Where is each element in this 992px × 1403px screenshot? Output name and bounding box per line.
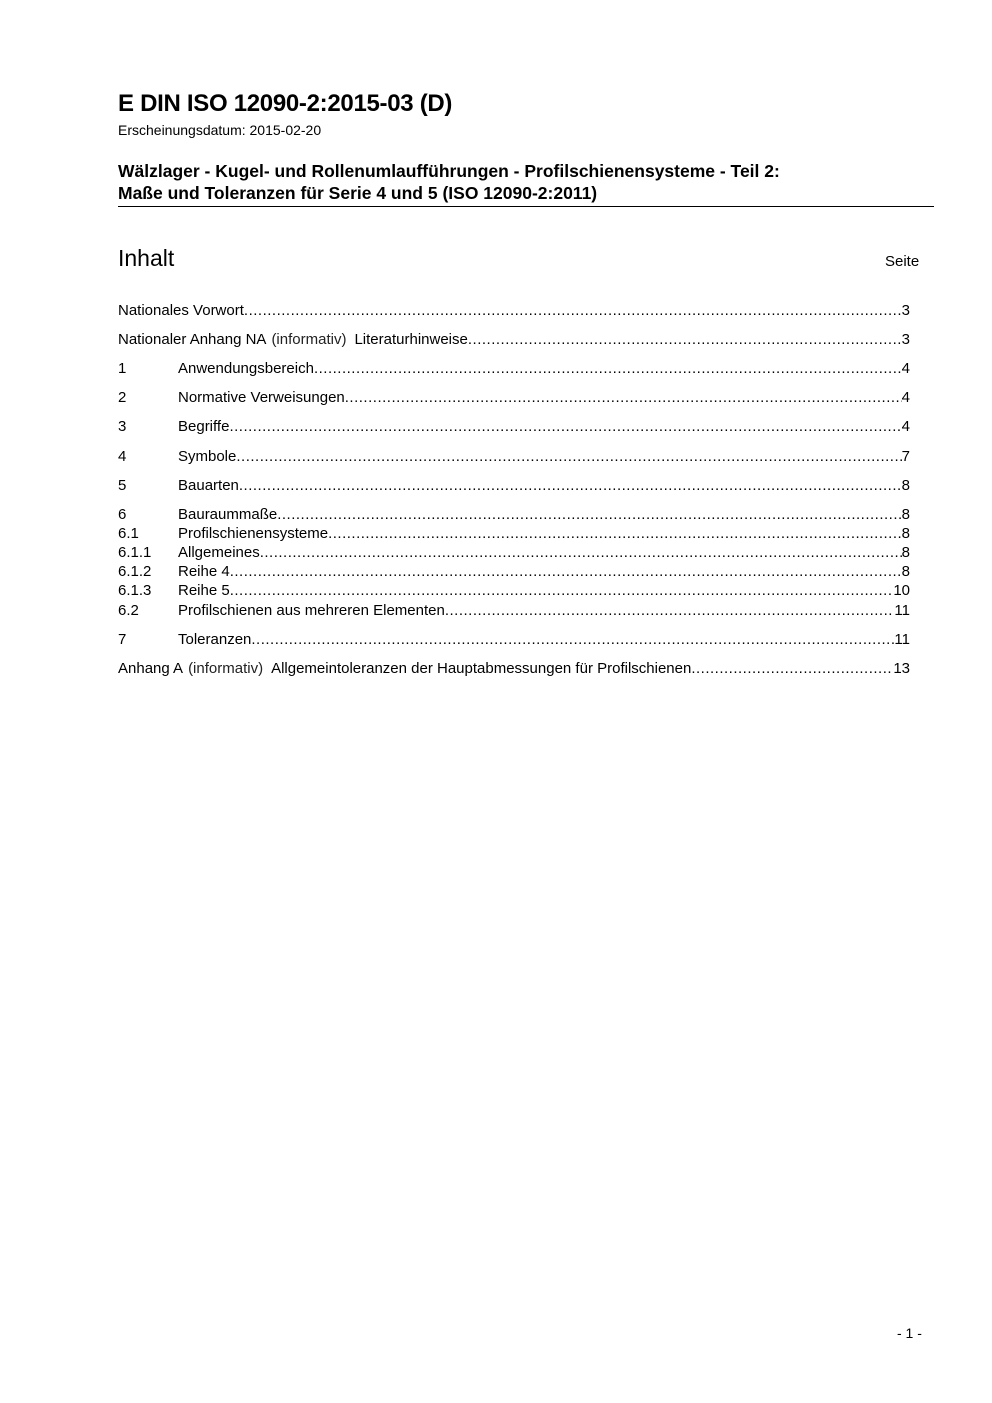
toc-entry-nationales-vorwort[interactable]: [118, 301, 910, 320]
footer-page-number: - 1 -: [897, 1325, 922, 1341]
toc-entry-title: Toleranzen: [178, 631, 252, 648]
toc-entry-page: 4: [901, 389, 910, 406]
toc-leader-dots: [244, 301, 902, 320]
toc-entry-informative: (informativ): [188, 660, 264, 677]
toc-leader-dots: [314, 359, 902, 378]
toc-leader-dots: [445, 601, 895, 620]
toc-entry-5[interactable]: [118, 476, 910, 495]
toc-entry-6-1-3[interactable]: [118, 581, 910, 600]
toc-entry-title: Nationales Vorwort: [118, 302, 244, 319]
subtitle-line-2: Maße und Toleranzen für Serie 4 und 5 (ISO 12090-2:2011): [118, 183, 598, 203]
toc-entry-page: 11: [894, 602, 910, 619]
toc-entry-number: 2: [118, 389, 127, 406]
toc-entry-page: 10: [893, 582, 910, 599]
toc-leader-dots: [345, 388, 902, 407]
toc-entry-2[interactable]: [118, 388, 910, 407]
toc-entry-number: 6.1.2: [118, 563, 152, 580]
toc-entry-6-1-1[interactable]: [118, 543, 910, 562]
toc-entry-number: 6: [118, 506, 127, 523]
toc-entry-number: 6.1.1: [118, 544, 152, 561]
toc-leader-dots: [251, 630, 894, 649]
toc-entry-page: 7: [901, 448, 910, 465]
toc-entry-number: 4: [118, 448, 127, 465]
toc-entry-title-secondary: Allgemeintoleranzen der Hauptabmessungen für Profilschienen: [271, 660, 692, 677]
toc-entry-page: 8: [901, 544, 910, 561]
toc-leader-dots: [691, 659, 893, 678]
toc-leader-dots: [239, 476, 902, 495]
toc-entry-anhang-a[interactable]: [118, 659, 910, 678]
toc-entry-page: 3: [901, 302, 910, 319]
toc-entry-number: 6.1.3: [118, 582, 152, 599]
toc-entry-title: Normative Verweisungen: [178, 389, 345, 406]
subtitle-line-1: Wälzlager - Kugel- und Rollenumlaufführungen - Profilschienensysteme - Teil 2:: [118, 161, 780, 181]
toc-leader-dots: [230, 562, 902, 581]
toc-leader-dots: [260, 543, 902, 562]
toc-leader-dots: [468, 330, 902, 349]
toc-heading: Inhalt: [118, 245, 175, 271]
toc-entry-3[interactable]: [118, 417, 910, 436]
toc-entry-page: 8: [901, 506, 910, 523]
toc-entry-page: 4: [901, 360, 910, 377]
toc-entry-nationaler-anhang[interactable]: [118, 330, 910, 349]
toc-leader-dots: [230, 581, 894, 600]
toc-entry-1[interactable]: [118, 359, 910, 378]
toc-entry-title: Anwendungsbereich: [178, 360, 314, 377]
toc-leader-dots: [328, 524, 902, 543]
header-divider: [118, 206, 934, 207]
toc-page-label: Seite: [885, 253, 920, 270]
toc-leader-dots: [236, 447, 901, 466]
toc-leader-dots: [277, 505, 901, 524]
toc-entry-page: 4: [901, 418, 910, 435]
toc-entry-number: 3: [118, 418, 127, 435]
toc-entry-number: 5: [118, 477, 127, 494]
toc-entry-4[interactable]: [118, 447, 910, 466]
toc-entry-page: 8: [901, 525, 910, 542]
toc-entry-page: 8: [901, 477, 910, 494]
toc-entry-number: 7: [118, 631, 127, 648]
toc-entry-number: 6.1: [118, 525, 139, 542]
toc-leader-dots: [229, 417, 901, 436]
toc-entry-6-1[interactable]: [118, 524, 910, 543]
toc-entry-page: 3: [901, 331, 910, 348]
toc-entry-title: Reihe 5: [178, 582, 230, 599]
toc-entry-title: Nationaler Anhang NA: [118, 331, 267, 348]
toc-entry-title: Symbole: [178, 448, 237, 465]
toc-entry-title: Begriffe: [178, 418, 230, 435]
toc-entry-title: Bauarten: [178, 477, 239, 494]
toc-entry-title: Bauraummaße: [178, 506, 278, 523]
toc-entry-page: 13: [893, 660, 910, 677]
toc-entry-title: Profilschienensysteme: [178, 525, 329, 542]
toc-entry-title: Allgemeines: [178, 544, 260, 561]
toc-entry-page: 11: [894, 631, 910, 648]
toc-entry-title-secondary: Literaturhinweise: [354, 331, 468, 348]
toc-entry-title: Anhang A: [118, 660, 184, 677]
toc-entry-page: 8: [901, 563, 910, 580]
toc-entry-6[interactable]: [118, 505, 910, 524]
toc-entry-number: 6.2: [118, 602, 139, 619]
toc-entry-6-1-2[interactable]: [118, 562, 910, 581]
toc-entry-7[interactable]: [118, 630, 910, 649]
page-title: E DIN ISO 12090-2:2015-03 (D): [118, 90, 453, 117]
toc-entry-informative: (informativ): [271, 331, 347, 348]
toc-entry-title: Profilschienen aus mehreren Elementen: [178, 602, 445, 619]
publication-date: Erscheinungsdatum: 2015-02-20: [118, 122, 322, 138]
toc-entry-number: 1: [118, 360, 127, 377]
toc-entry-6-2[interactable]: [118, 601, 910, 620]
toc-entry-title: Reihe 4: [178, 563, 230, 580]
document-subtitle: [118, 160, 780, 204]
